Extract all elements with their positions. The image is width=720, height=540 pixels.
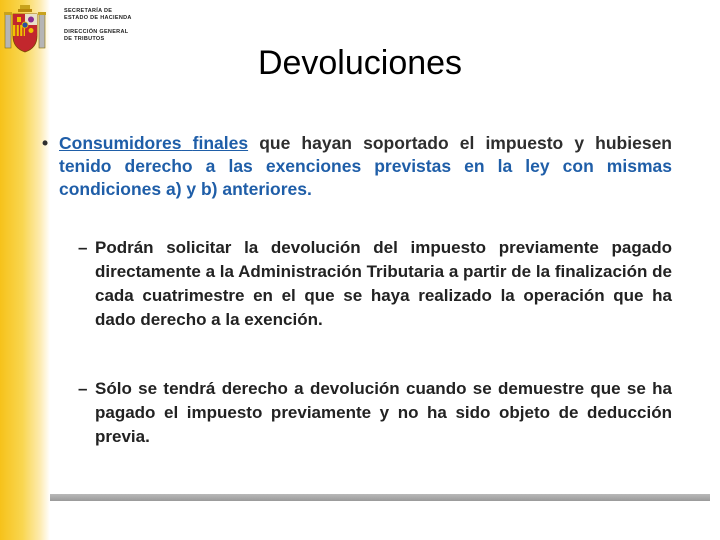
sub-item-1 bbox=[78, 236, 672, 332]
sub-item-marker: – bbox=[78, 238, 88, 257]
sub-item-marker: – bbox=[78, 379, 88, 398]
slide-title-text: Devoluciones bbox=[257, 44, 463, 82]
agency-line-1: SECRETARÍA DE bbox=[64, 8, 113, 14]
footer-divider bbox=[50, 494, 710, 501]
bullet-text bbox=[59, 132, 672, 201]
agency-line-4: DE TRIBUTOS bbox=[64, 36, 105, 42]
link-consumidores[interactable]: Consumidores bbox=[59, 133, 182, 153]
slide-title bbox=[0, 44, 720, 83]
bullet-text-c: tenido derecho a las exenciones previstas en la ley con mismas condiciones a) y b) anteriores. bbox=[59, 156, 672, 199]
agency-name bbox=[64, 8, 132, 22]
agency-line-2: ESTADO DE HACIENDA bbox=[64, 15, 132, 21]
bullet-text-a: que hayan soportado el impuesto y bbox=[248, 133, 596, 153]
bullet-marker: • bbox=[42, 133, 49, 153]
directorate-name bbox=[64, 29, 128, 43]
link-finales[interactable]: finales bbox=[192, 133, 249, 153]
main-bullet bbox=[42, 132, 672, 201]
sub-item-text: Podrán solicitar la devolución del impuesto previamente pagado directamente a la Administración Tributaria a partir de la finalización de cada cuatrimestre en el que se haya realizado la operación que ha dado derecho a la exención. bbox=[95, 238, 672, 329]
agency-line-3: DIRECCIÓN GENERAL bbox=[64, 29, 129, 35]
sub-item-2 bbox=[78, 377, 672, 449]
bullet-text-b: hubiesen bbox=[595, 133, 672, 153]
sub-item-text: Sólo se tendrá derecho a devolución cuando se demuestre que se ha pagado el impuesto previamente y no ha sido objeto de deducción previa. bbox=[95, 379, 672, 446]
